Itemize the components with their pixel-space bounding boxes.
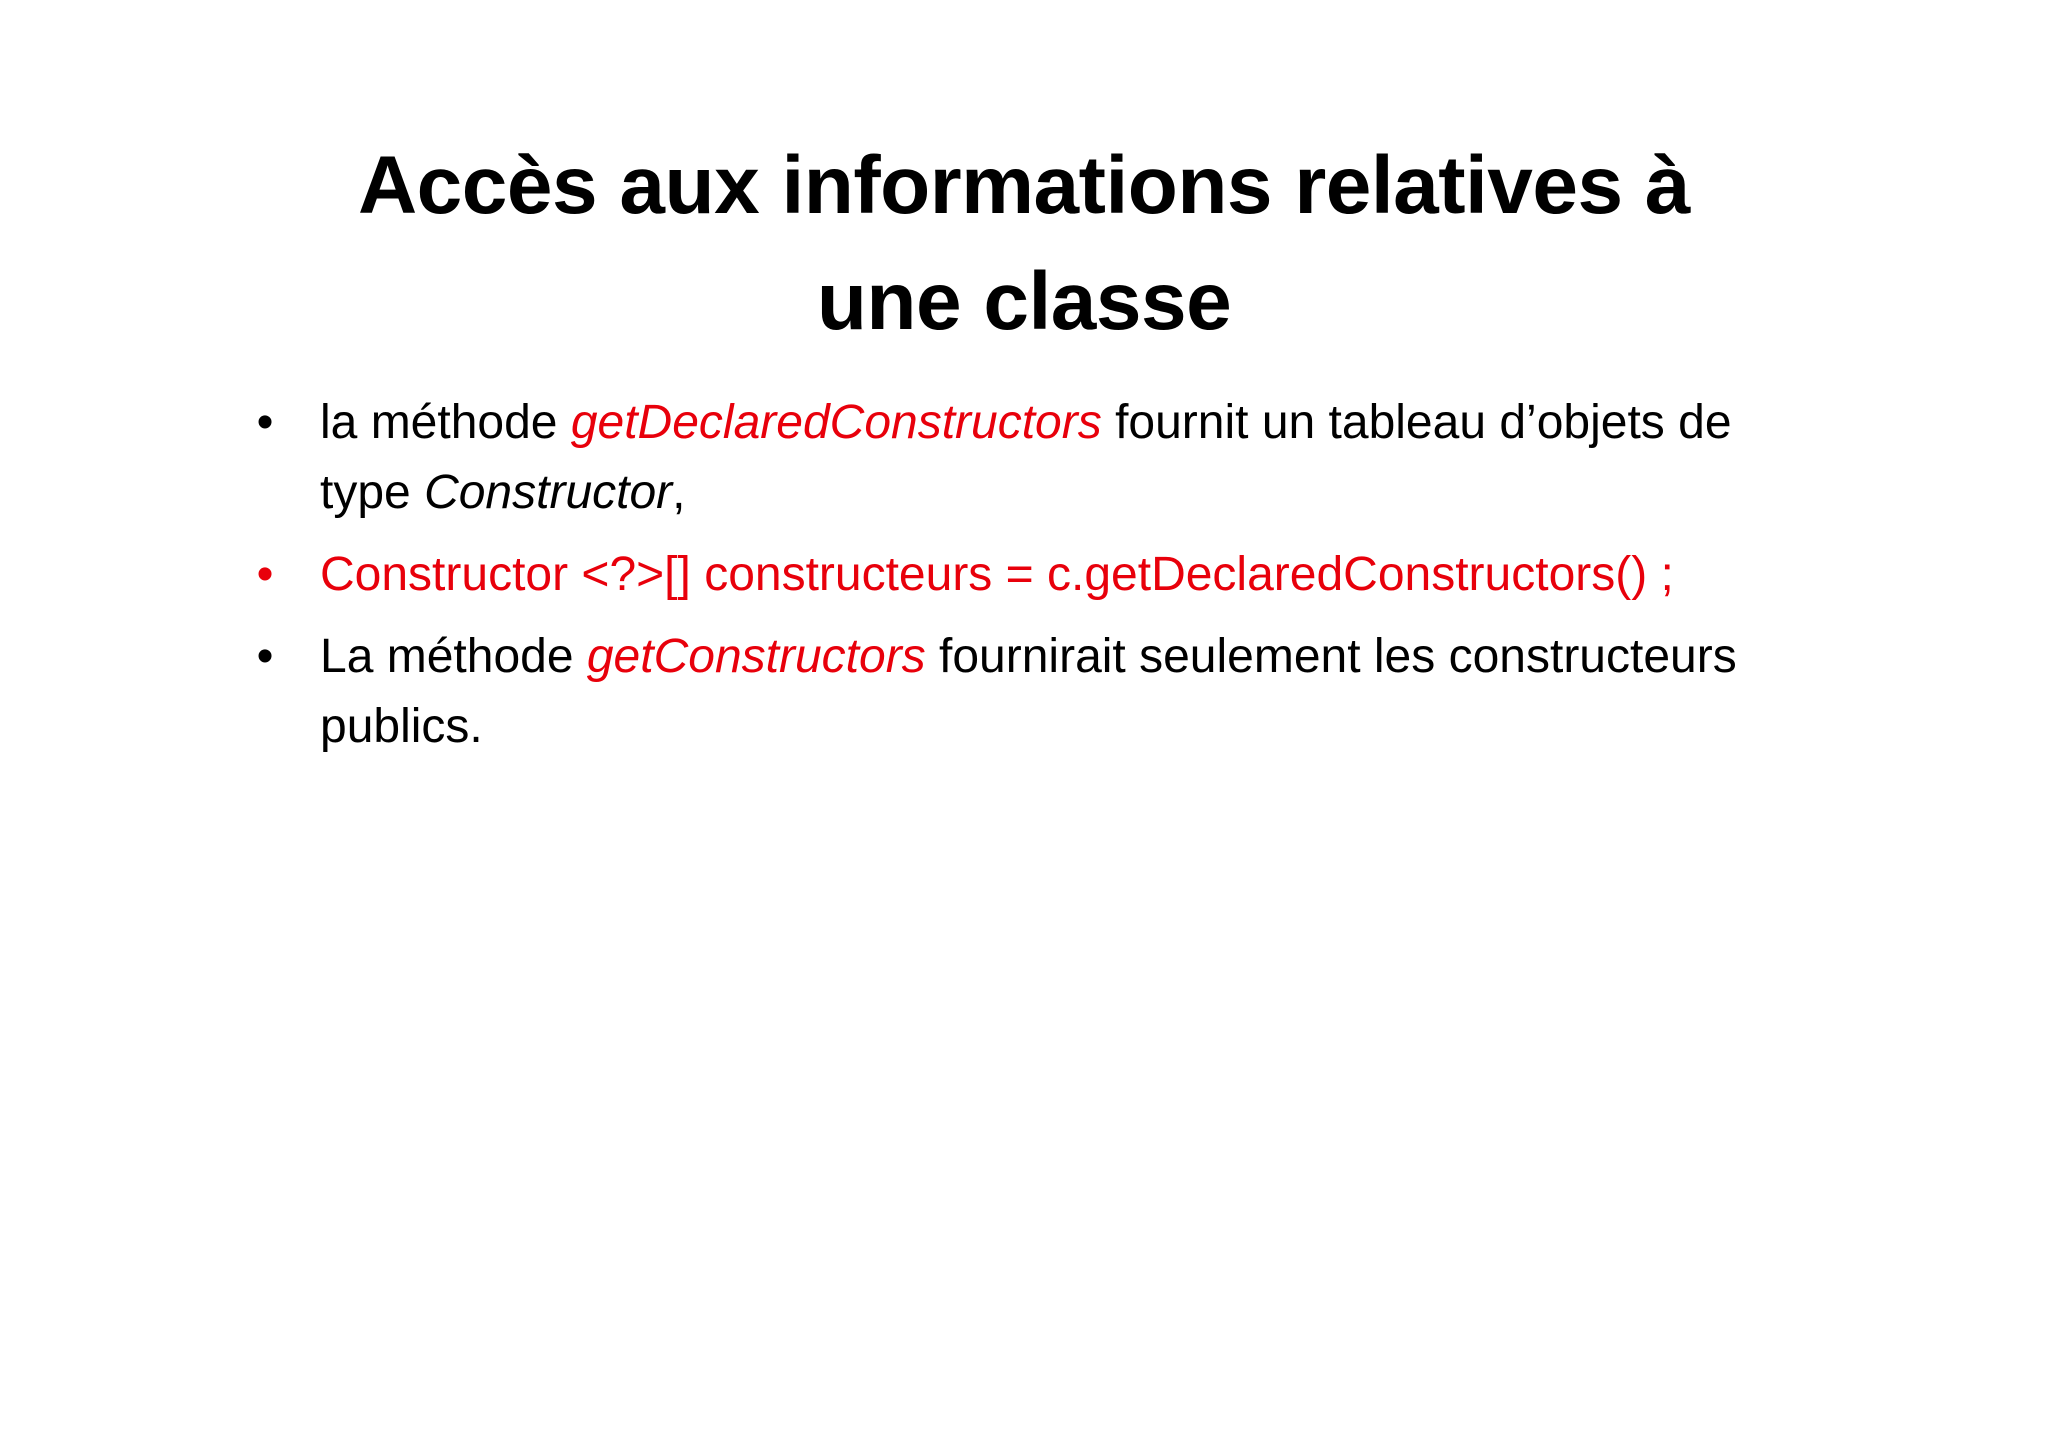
bullet-text-middle: fournit un tableau d’objets de type	[320, 396, 1732, 519]
bullet-text-prefix: La méthode	[320, 630, 587, 683]
bullet-text-prefix: la méthode	[320, 396, 571, 449]
method-name-getconstructors: getConstructors	[586, 630, 926, 683]
method-name-getdeclaredconstructors: getDeclaredConstructors	[570, 396, 1102, 449]
bullet-dot-icon: •	[256, 548, 274, 601]
bullet-text-trailing: ,	[672, 466, 686, 519]
bullet-item-declared-constructors	[250, 388, 1750, 528]
bullet-dot-icon: •	[256, 396, 274, 449]
slide-title	[0, 128, 2048, 360]
type-name-constructor: Constructor	[424, 466, 673, 519]
bullet-item-get-constructors	[250, 622, 1750, 762]
slide-title-line-1: Accès aux informations relatives à	[357, 140, 1691, 231]
bullet-item-code-example	[250, 540, 1750, 610]
bullet-dot-icon: •	[256, 630, 274, 683]
bullet-list	[250, 388, 1750, 774]
bullet-text-suffix: fournirait seulement les constructeurs publics.	[320, 630, 1737, 753]
slide-title-line-2: une classe	[816, 256, 1232, 347]
code-example-text: Constructor <?>[] constructeurs = c.getDeclaredConstructors() ;	[320, 548, 1674, 601]
